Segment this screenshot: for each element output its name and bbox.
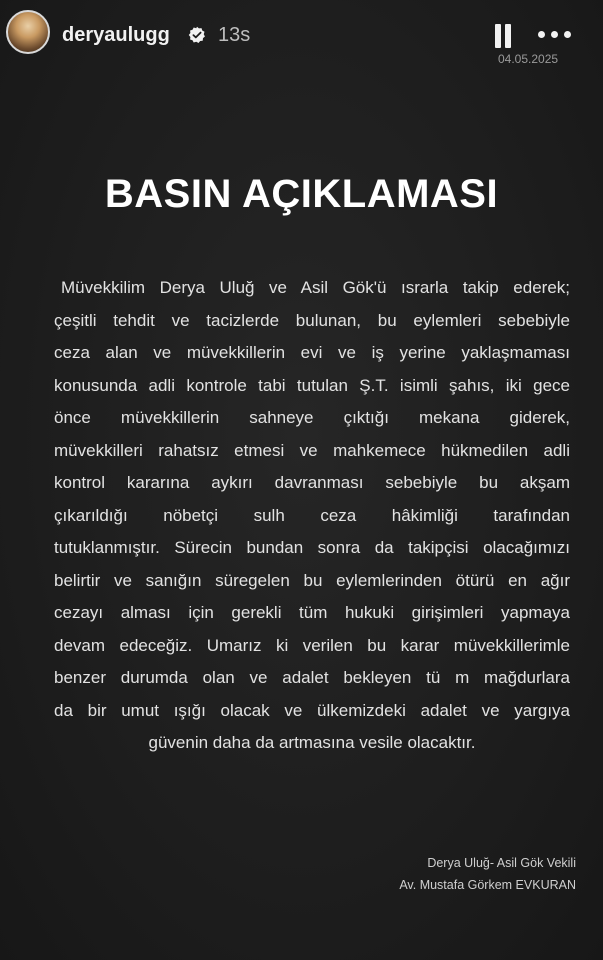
body-line: kontrol kararına aykırı davranması sebebiyle bu akşam: [54, 473, 570, 492]
body-line: da bir umut ışığı olacak ve ülkemizdeki adalet ve yargıya: [54, 700, 570, 720]
signature-block: [399, 852, 576, 896]
avatar[interactable]: [6, 10, 50, 54]
pause-icon[interactable]: [493, 24, 513, 48]
body-line: belirtir ve sanığın süregelen bu eylemlerinden ötürü en ağır: [54, 570, 570, 590]
body-line: çıkarıldığı nöbetçi sulh ceza hâkimliği tarafından: [54, 505, 570, 525]
body-line: müvekkilleri rahatsız etmesi ve mahkemece hükmedilen adli: [54, 440, 570, 460]
body-line: tutuklanmıştır. Sürecin bundan sonra da takipçisi olacağımızı: [54, 538, 570, 557]
body-line: güvenin daha da artmasına vesile olacaktır.: [148, 733, 476, 752]
body-line: konusunda adli kontrole tabi tutulan Ş.T. isimli şahıs, iki gece: [54, 375, 570, 395]
story-time-ago: 13s: [218, 24, 251, 46]
body-line: çeşitli tehdit ve tacizlerde bulunan, bu eylemleri sebebiyle: [54, 310, 570, 330]
body-line: ceza alan ve müvekkillerin evi ve iş yerine yaklaşmaması: [54, 343, 570, 362]
body-line: Müvekkilim Derya Uluğ ve Asil Gök'ü ısrarla takip ederek;: [61, 278, 570, 297]
press-release-title: BASIN AÇIKLAMASI: [104, 172, 499, 216]
username[interactable]: deryaulugg: [62, 24, 170, 46]
verified-badge-icon: [188, 26, 206, 44]
body-line: önce müvekkillerin sahneye çıktığı mekana giderek,: [54, 408, 570, 427]
body-line: benzer durumda olan ve adalet bekleyen tü m mağdurlara: [54, 668, 570, 687]
signature-line: Av. Mustafa Görkem EVKURAN: [399, 878, 576, 892]
more-icon[interactable]: [534, 28, 576, 42]
press-release-body: [54, 272, 570, 760]
signature-line: Derya Uluğ- Asil Gök Vekili: [427, 856, 576, 870]
story-date: 04.05.2025: [498, 52, 559, 66]
body-line: devam edeceğiz. Umarız ki verilen bu karar müvekkillerimle: [54, 635, 570, 655]
story-header: [0, 0, 603, 70]
body-line: cezayı alması için gerekli tüm hukuki girişimleri yapmaya: [54, 603, 570, 622]
